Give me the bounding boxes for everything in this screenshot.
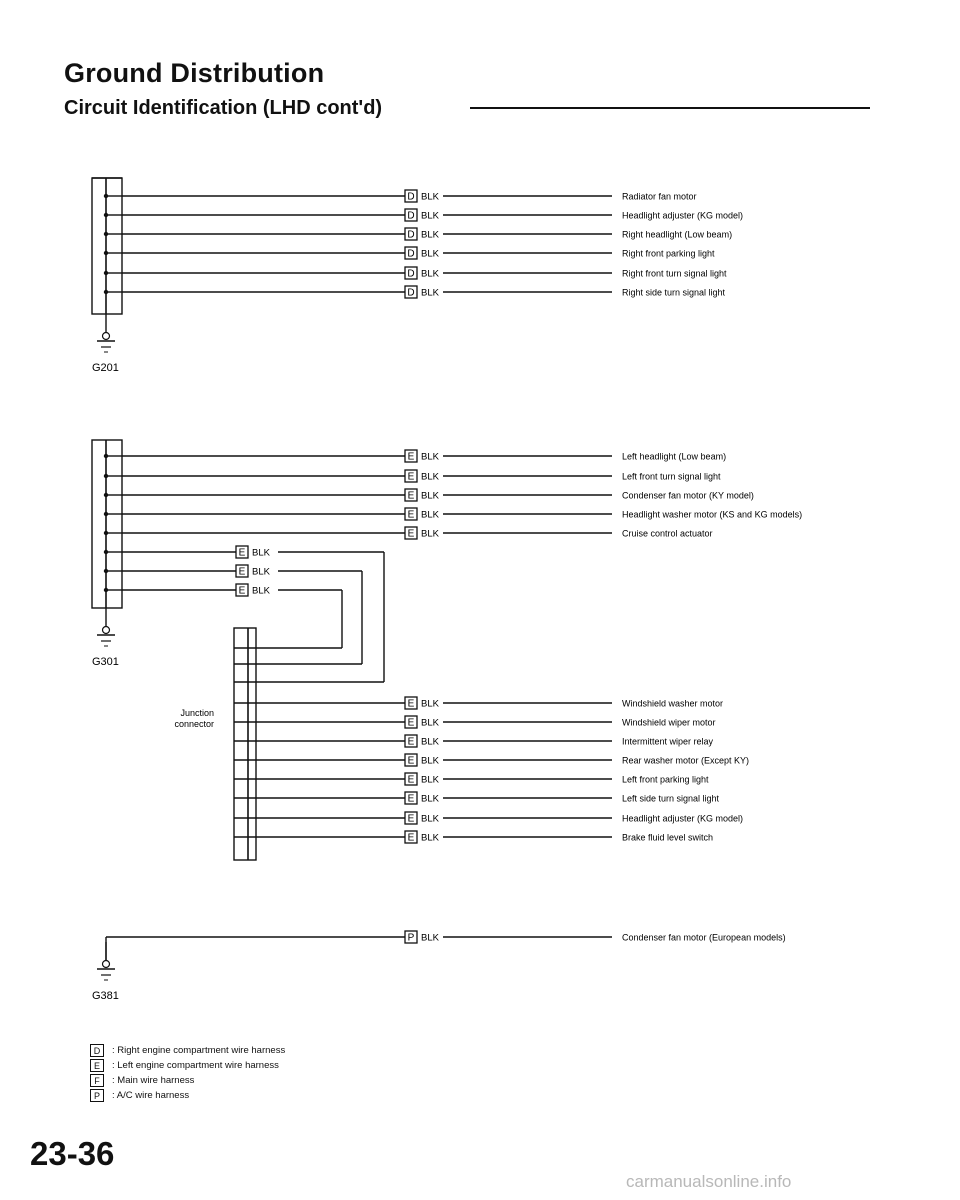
wire-color-label: BLK [421,698,439,710]
ground-label: G201 [92,362,119,374]
junction-connector [234,628,256,860]
wire-color-label: BLK [421,932,439,944]
wire-color-label: BLK [421,813,439,825]
wire-color-label: BLK [421,832,439,844]
wire-color-label: BLK [252,566,270,578]
legend-item [90,1073,285,1088]
watermark: carmanualsonline.info [626,1172,792,1191]
harness-code: E [407,471,415,483]
section-subtitle: Circuit Identification (LHD cont'd) [64,97,383,119]
circuit-load-label: Left side turn signal light [622,793,720,804]
harness-code: D [407,268,415,280]
harness-code: E [407,813,415,825]
splice-dot [104,588,108,592]
wire-color-label: BLK [421,451,439,463]
wire-color-label: BLK [252,585,270,597]
circuit-load-label: Headlight adjuster (KG model) [622,813,744,824]
harness-code: E [407,755,415,767]
harness-code: D [407,229,415,241]
splice-dot [104,213,108,217]
wire-color-label: BLK [421,509,439,521]
splice-dot [104,271,108,275]
wire-color-label: BLK [421,490,439,502]
wire-color-label: BLK [421,774,439,786]
splice-dot [104,569,108,573]
splice-dot [104,550,108,554]
splice-dot [104,454,108,458]
harness-legend [90,1043,285,1103]
splice-dot [104,493,108,497]
circuit-load-label: Cruise control actuator [622,528,713,539]
ground-eyelet [103,333,110,340]
splice-dot [104,512,108,516]
legend-text: : Right engine compartment wire harness [112,1045,286,1056]
wire-color-label: BLK [421,755,439,767]
wire-color-label: BLK [252,547,270,559]
page-number: 23-36 [30,1135,115,1172]
wire-color-label: BLK [421,528,439,540]
harness-code: D [407,210,415,222]
harness-code: E [407,832,415,844]
harness-code: E [407,451,415,463]
circuit-load-label: Right front turn signal light [622,268,727,279]
ground-eyelet [103,961,110,968]
circuit-load-label: Windshield wiper motor [622,717,716,728]
circuit-load-label: Radiator fan motor [622,191,697,202]
harness-code: E [407,490,415,502]
circuit-load-label: Right headlight (Low beam) [622,229,733,240]
splice-dot [104,194,108,198]
harness-code: E [407,528,415,540]
ground-label: G381 [92,990,119,1002]
circuit-load-label: Right front parking light [622,248,715,259]
circuit-load-label: Condenser fan motor (European models) [622,932,786,943]
splice-dot [104,474,108,478]
harness-code: E [407,509,415,521]
circuit-load-label: Left headlight (Low beam) [622,451,727,462]
wire-color-label: BLK [421,210,439,222]
harness-code: P [407,932,415,944]
wire-color-label: BLK [421,268,439,280]
splice-dot [104,290,108,294]
wire-color-label: BLK [421,471,439,483]
legend-item [90,1043,285,1058]
wire-color-label: BLK [421,248,439,260]
wire-color-label: BLK [421,287,439,299]
wire-color-label: BLK [421,736,439,748]
circuit-load-label: Condenser fan motor (KY model) [622,490,754,501]
circuit-load-label: Left front turn signal light [622,471,721,482]
wire-color-label: BLK [421,191,439,203]
ground-eyelet [103,627,110,634]
circuit-load-label: Right side turn signal light [622,287,726,298]
legend-text: : A/C wire harness [112,1090,190,1101]
junction-connector-label: connector [174,719,214,729]
wire-color-label: BLK [421,793,439,805]
circuit-load-label: Rear washer motor (Except KY) [622,755,750,766]
wire-color-label: BLK [421,717,439,729]
legend-text: : Main wire harness [112,1075,195,1086]
legend-item [90,1088,285,1103]
circuit-load-label: Left front parking light [622,774,709,785]
harness-code: D [407,191,415,203]
harness-code: E [407,736,415,748]
circuit-load-label: Headlight washer motor (KS and KG models) [622,509,803,520]
splice-dot [104,531,108,535]
ground-label: G301 [92,656,119,668]
harness-code-box: E [90,1059,104,1072]
circuit-load-label: Headlight adjuster (KG model) [622,210,744,221]
circuit-load-label: Windshield washer motor [622,698,724,709]
legend-item [90,1058,285,1073]
harness-code-box: F [90,1074,104,1087]
harness-code: E [238,566,246,578]
harness-code: D [407,248,415,260]
splice-dot [104,232,108,236]
ground-bundle-frame [92,440,122,608]
harness-code: E [407,774,415,786]
harness-code: E [407,698,415,710]
harness-code: E [238,547,246,559]
harness-code: E [407,793,415,805]
harness-code-box: P [90,1089,104,1102]
circuit-load-label: Intermittent wiper relay [622,736,714,747]
circuit-load-label: Brake fluid level switch [622,832,714,843]
harness-code-box: D [90,1044,104,1057]
harness-code: E [238,585,246,597]
legend-text: : Left engine compartment wire harness [112,1060,279,1071]
junction-connector-label: Junction [180,708,214,718]
harness-code: E [407,717,415,729]
page-title: Ground Distribution [64,58,325,88]
harness-code: D [407,287,415,299]
splice-dot [104,251,108,255]
wire-color-label: BLK [421,229,439,241]
